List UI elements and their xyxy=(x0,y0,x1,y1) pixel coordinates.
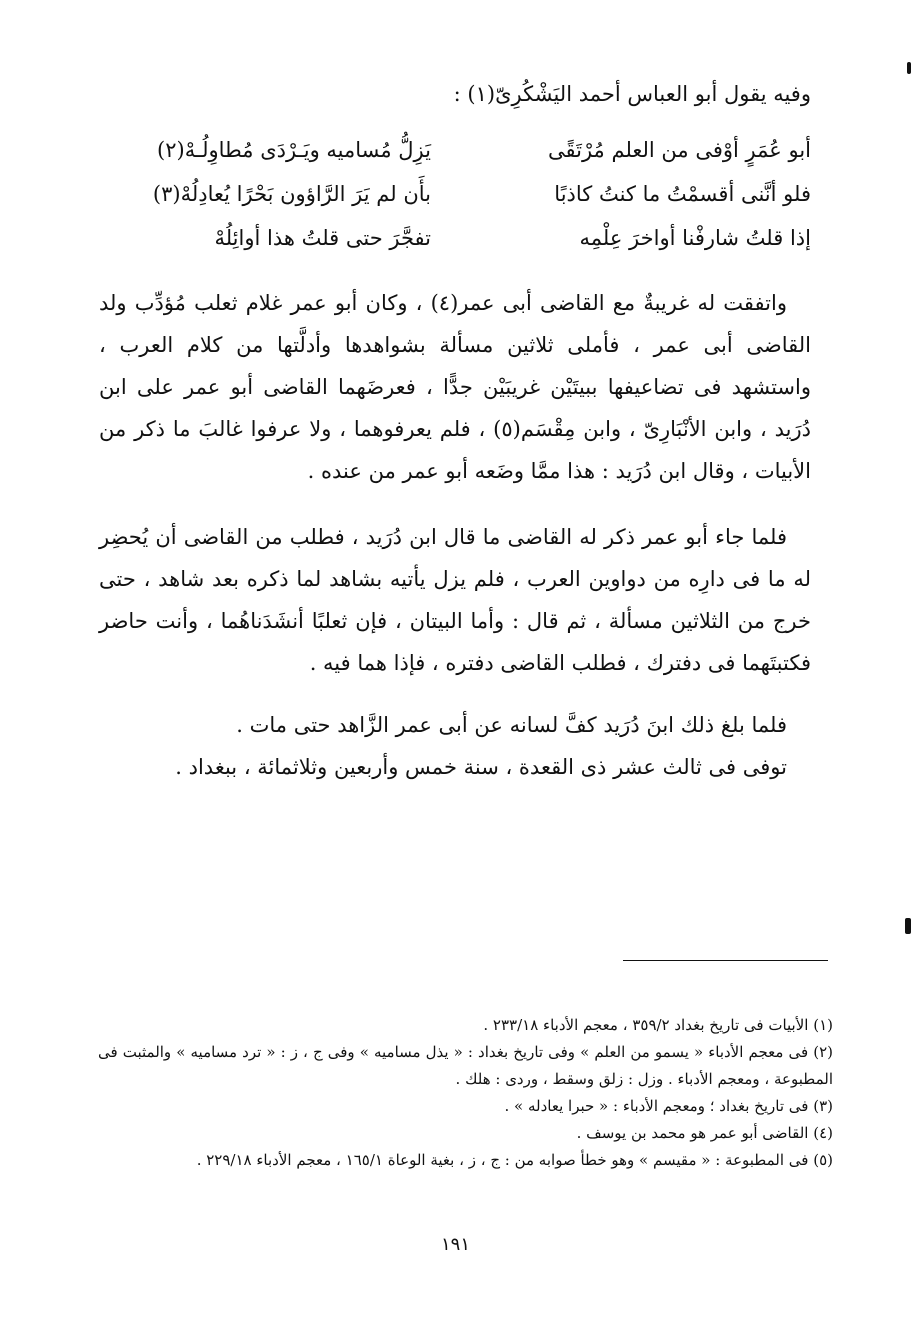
verse-line xyxy=(91,216,811,260)
footnote: (٥) فى المطبوعة : « مقيسم » وهو خطأ صوابه من : ج ، ز ، بغية الوعاة ١٦٥/١ ، معجم الأدباء ٢٢٩/١٨ . xyxy=(196,1151,833,1169)
footnote: (١) الأبيات فى تاريخ بغداد ٣٥٩/٢ ، معجم الأدباء ٢٣٣/١٨ . xyxy=(483,1016,833,1034)
body-paragraph: واتفقت له غريبةٌ مع القاضى أبى عمر(٤) ، وكان أبو عمر غلام ثعلب مُؤدِّب ولد القاضى أبى عمر ، فأملى ثلاثين مسألة بشواهدها وأدلَّتها من كلام العرب ، واستشهد فى تضاعيفها ببيتَيْن غريبَيْن جدًّا ، فعرضَهما القاضى أبو عمر على ابن دُرَيد ، وابن الأنْبَارِىّ ، وابن مِقْسَم(٥) ، فلم يعرفوهما ، ولا عرفوا غالبَ ما ذكر من الأبيات ، وقال ابن دُرَيد : هذا ممَّا وضَعه أبو عمر من عنده . xyxy=(99,291,811,483)
footnotes xyxy=(98,1012,833,1174)
verse-first-hemistich: أبو عُمَرٍ أوْفى من العلم مُرْتَقًى xyxy=(547,138,811,162)
verse-second-hemistich: تفجَّرَ حتى قلتُ هذا أوائِلُهْ xyxy=(214,226,431,250)
page-number: ١٩١ xyxy=(440,1234,470,1255)
intro-line: وفيه يقول أبو العباس أحمد اليَشْكُرِىّ(١) : xyxy=(453,82,811,106)
verse-line xyxy=(91,128,811,172)
verse-first-hemistich: إذا قلتُ شارفْنا أواخرَ عِلْمِه xyxy=(579,226,811,250)
verse-first-hemistich: فلو أنَّنى أقسمْتُ ما كنتُ كاذبًا xyxy=(554,182,811,206)
footnote: (٣) فى تاريخ بغداد ؛ ومعجم الأدباء : « حبرا يعادله » . xyxy=(504,1097,833,1115)
body-paragraph: فلما جاء أبو عمر ذكر له القاضى ما قال ابن دُرَيد ، فطلب من القاضى أن يُحضِر له ما فى دارِه من دواوين العرب ، فلم يزل يأتيه بشاهد لما ذكره بعد شاهد ، حتى خرج من الثلاثين مسألة ، ثم قال : وأما البيتان ، فإن ثعلبًا أنشَدَناهُما ، وأنت حاضر فكتبتَهما فى دفترك ، فطلب القاضى دفتره ، فإذا هما فيه . xyxy=(99,525,811,675)
footnote-separator xyxy=(623,960,828,961)
footnote: (٤) القاضى أبو عمر هو محمد بن يوسف . xyxy=(576,1124,833,1142)
verse-second-hemistich: يَزِلُّ مُساميه ويَـرْدَى مُطاوِلُـهْ(٢) xyxy=(157,138,431,162)
page-edge-mark xyxy=(907,62,911,74)
poem-verses xyxy=(91,128,811,260)
body-paragraph: توفى فى ثالث عشر ذى القعدة ، سنة خمس وأربعين وثلاثمائة ، ببغداد . xyxy=(175,755,787,779)
body-paragraph: فلما بلغ ذلك ابنَ دُرَيد كفَّ لسانه عن أبى عمر الزَّاهد حتى مات . xyxy=(236,713,787,737)
footnote: (٢) فى معجم الأدباء « يسمو من العلم » وفى تاريخ بغداد : « يذل مساميه » وفى ج ، ز : « ترد مساميه » والمثبت فى المطبوعة ، ومعجم الأدباء . وزل : زلق وسقط ، وردى : هلك . xyxy=(98,1043,833,1088)
verse-second-hemistich: بأَن لم يَرَ الرَّاؤون بَحْرًا يُعادِلُهْ(٣) xyxy=(152,182,431,206)
verse-line xyxy=(91,172,811,216)
page-edge-mark xyxy=(905,918,911,934)
